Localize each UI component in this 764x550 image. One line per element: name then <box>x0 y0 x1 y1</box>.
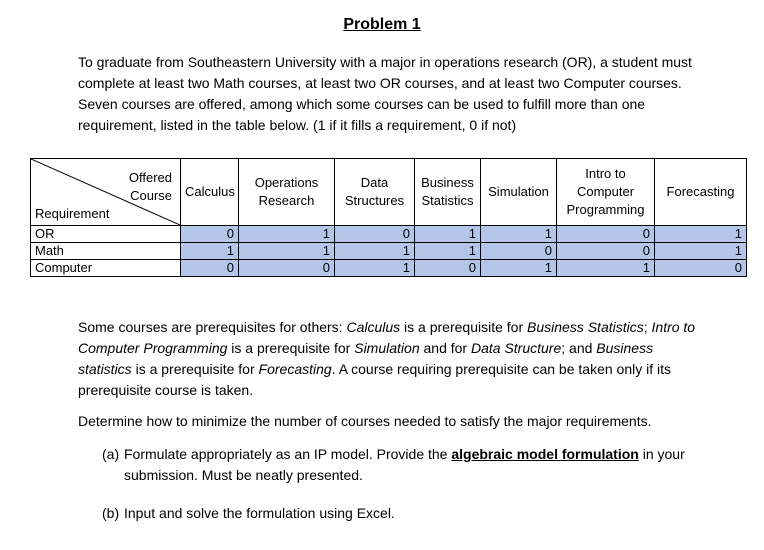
intro-paragraph: To graduate from Southeastern University with a major in operations research (OR), a student must complete at least two Math courses, at least two OR courses, and at least two Computer courses. Seven courses are offered, among which some courses can be used to fulfill more than one requirement, listed in the table below. (1 if it fills a requirement, 0 if not) <box>78 54 692 133</box>
col-header-calculus: Calculus <box>181 159 239 226</box>
table-cell: 1 <box>655 226 747 243</box>
offered-label-line1: Offered <box>128 170 172 185</box>
offered-course-label <box>129 169 172 205</box>
item-b-label: (b) <box>102 505 120 521</box>
table-cell: 0 <box>181 260 239 277</box>
item-a-label: (a) <box>102 446 120 462</box>
col-header-business-statistics: Business Statistics <box>415 159 481 226</box>
table-cell: 0 <box>181 226 239 243</box>
table-cell: 1 <box>239 226 335 243</box>
item-b <box>102 503 712 524</box>
table-header-row <box>31 159 747 226</box>
table-row <box>31 226 747 243</box>
item-b-text: Input and solve the formulation using Excel. <box>124 505 395 521</box>
requirement-label: Requirement <box>35 206 110 221</box>
table-cell: 0 <box>655 260 747 277</box>
table-cell: 0 <box>335 226 415 243</box>
col-header-data-structures: Data Structures <box>335 159 415 226</box>
col-header-operations-research: Operations Research <box>239 159 335 226</box>
table-cell: 0 <box>557 226 655 243</box>
emphasis-text: algebraic model formulation <box>451 446 639 462</box>
row-label-math: Math <box>31 243 181 260</box>
prerequisite-paragraph: Some courses are prerequisites for others: Calculus is a prerequisite for Business Statistics; Intro to Computer Programming is a prerequisite for Simulation and for Data Structure; and Business statistics is a prerequisite for Forecasting. A course requiring prerequisite can be taken only if its prerequisite course is taken. <box>78 319 696 398</box>
offered-label-line2: Course <box>130 188 172 203</box>
table-corner-cell <box>31 159 181 226</box>
table-cell: 1 <box>415 226 481 243</box>
table-cell: 1 <box>335 260 415 277</box>
table-cell: 0 <box>239 260 335 277</box>
table-cell: 1 <box>557 260 655 277</box>
table-cell: 1 <box>481 226 557 243</box>
table-cell: 1 <box>481 260 557 277</box>
table-cell: 1 <box>239 243 335 260</box>
item-a-continuation: submission. Must be neatly presented. <box>124 467 363 483</box>
col-header-intro-programming: Intro to Computer Programming <box>557 159 655 226</box>
table-cell: 1 <box>335 243 415 260</box>
table-cell: 1 <box>181 243 239 260</box>
col-header-forecasting: Forecasting <box>655 159 747 226</box>
table-cell: 0 <box>557 243 655 260</box>
col-header-simulation: Simulation <box>481 159 557 226</box>
table-cell: 0 <box>415 260 481 277</box>
table-cell: 0 <box>481 243 557 260</box>
table-row <box>31 243 747 260</box>
requirements-table <box>30 158 747 277</box>
item-a-text: Formulate appropriately as an IP model. Provide the algebraic model formulation in your <box>124 446 685 462</box>
item-a <box>102 444 712 486</box>
task-paragraph: Determine how to minimize the number of courses needed to satisfy the major requirements. <box>78 413 652 429</box>
table-cell: 1 <box>415 243 481 260</box>
table-row <box>31 260 747 277</box>
row-label-computer: Computer <box>31 260 181 277</box>
table-cell: 1 <box>655 243 747 260</box>
problem-title: Problem 1 <box>343 16 421 33</box>
row-label-or: OR <box>31 226 181 243</box>
